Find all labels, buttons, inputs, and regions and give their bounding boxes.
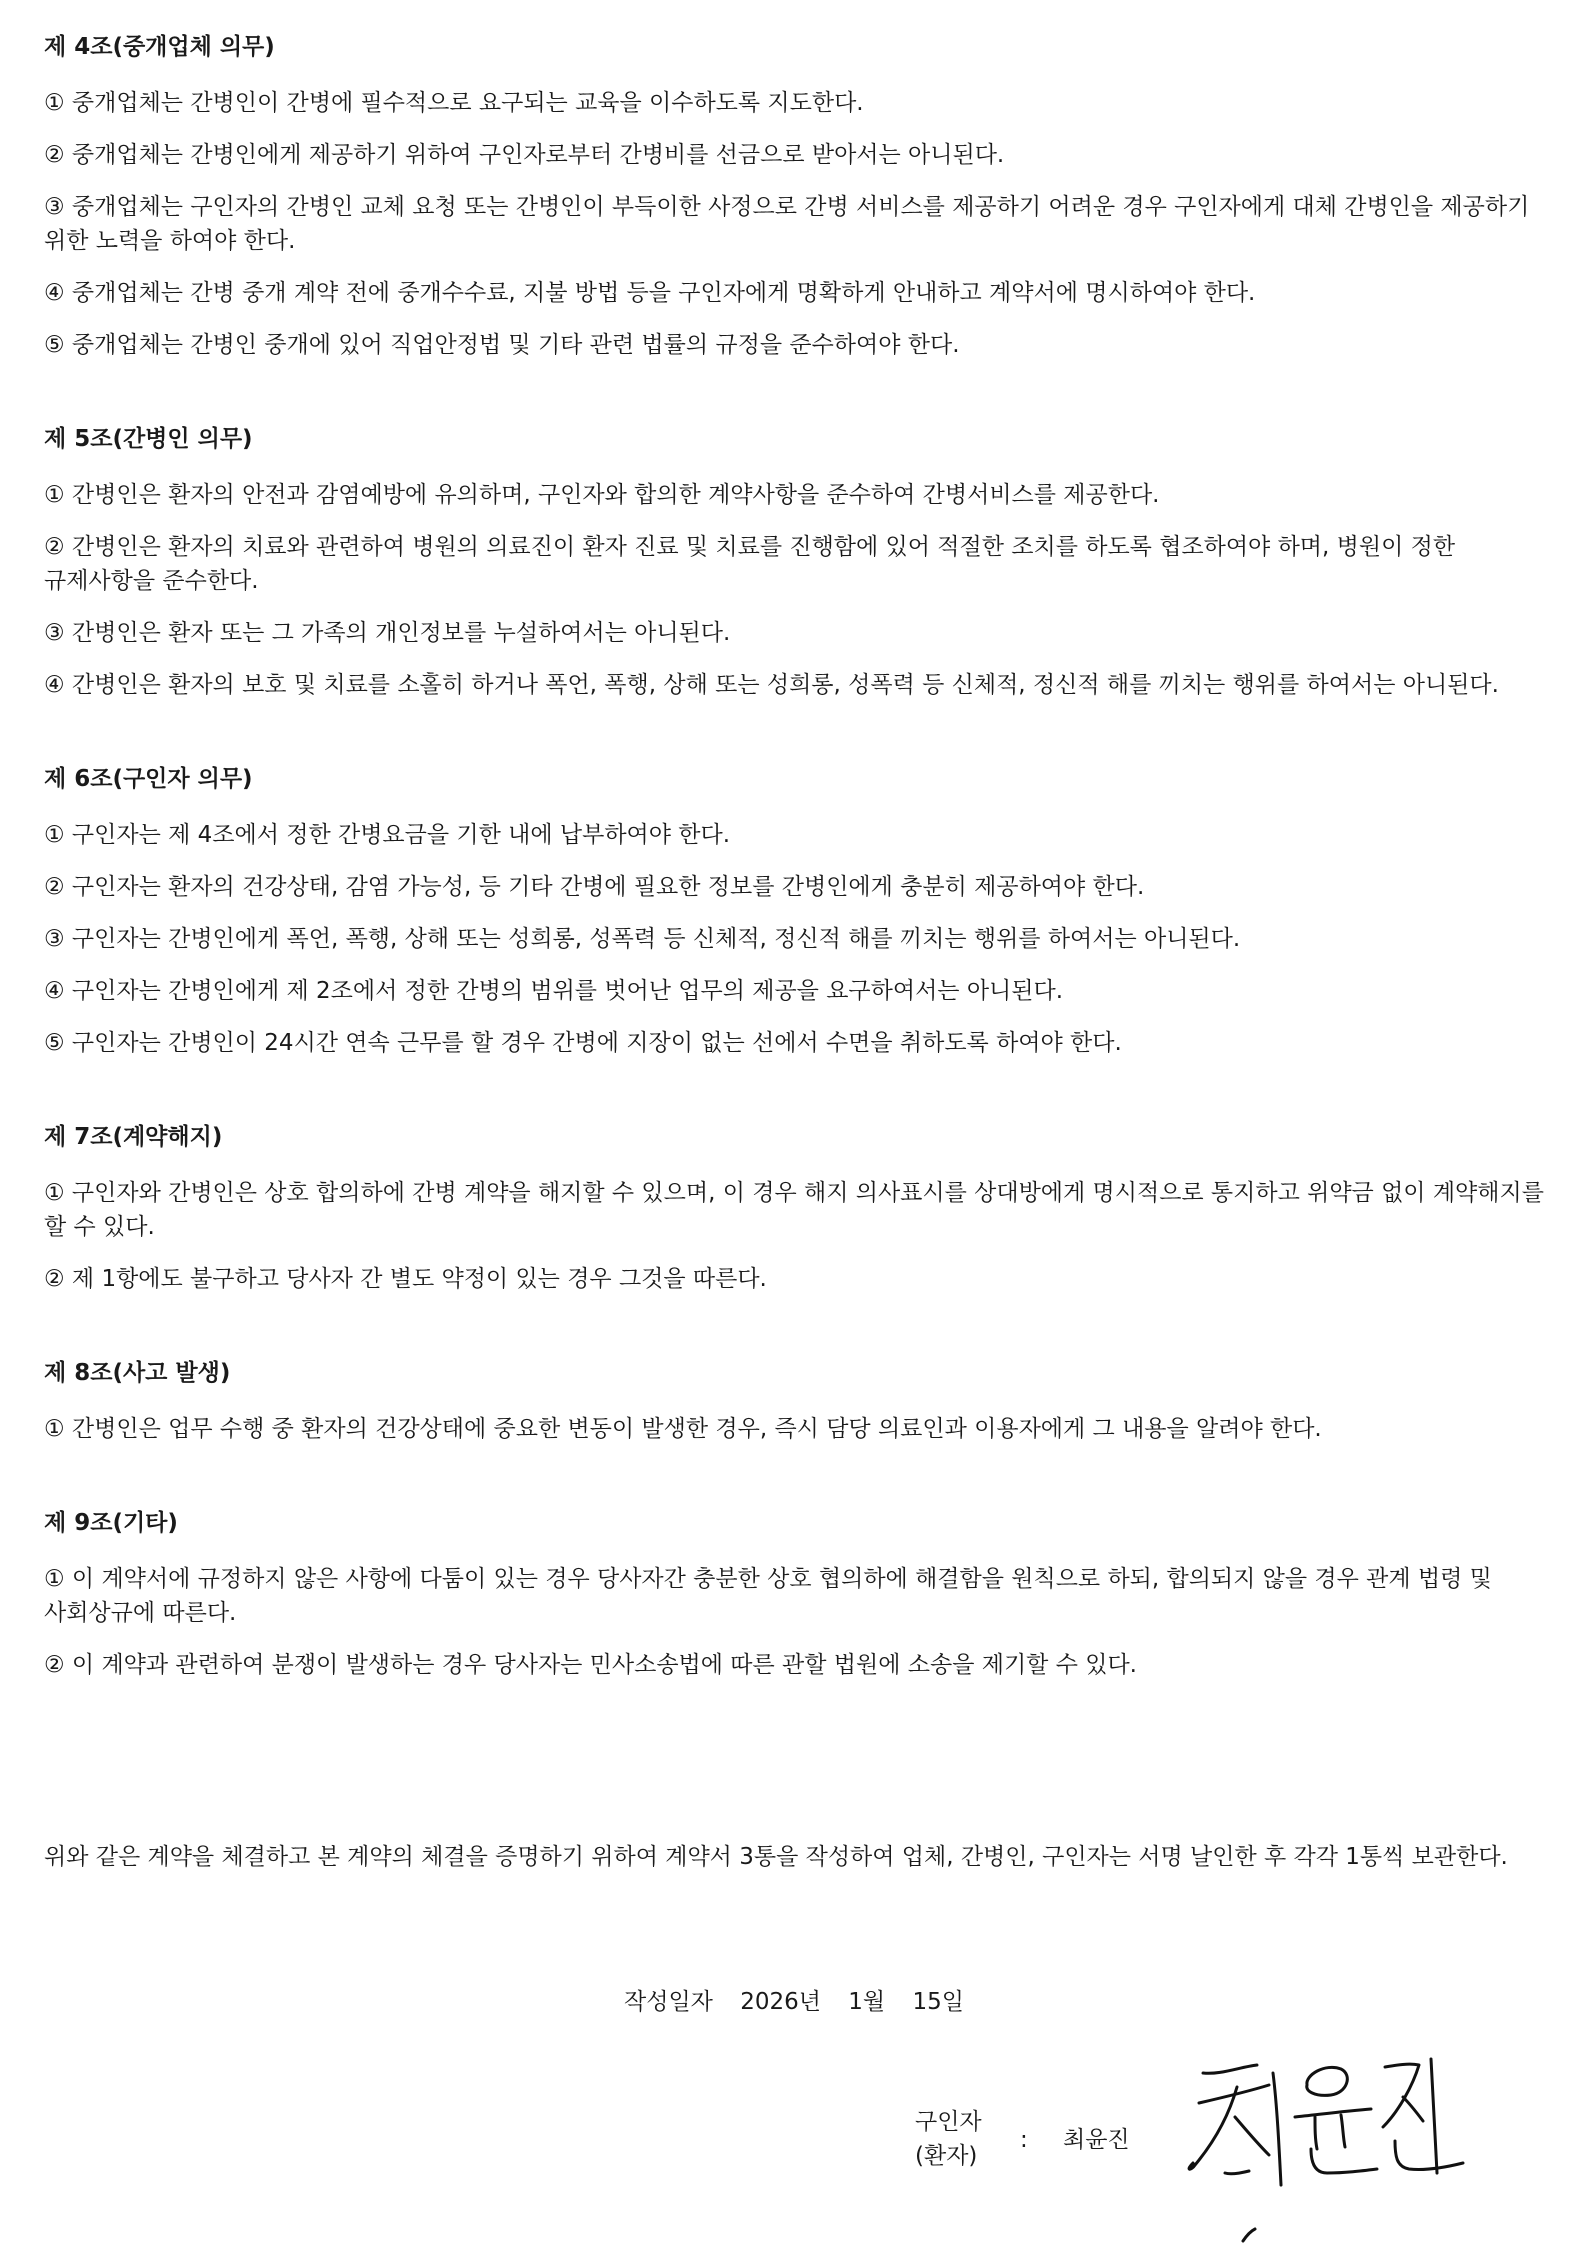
- signatory-label: [915, 2105, 1005, 2173]
- clause: ④ 구인자는 간병인에게 제 2조에서 정한 간병의 범위를 벗어난 업무의 제공을 요구하여서는 아니된다.: [44, 978, 1064, 1004]
- signatory-colon: :: [1020, 2127, 1028, 2153]
- clause: ⑤ 구인자는 간병인이 24시간 연속 근무를 할 경우 간병에 지장이 없는 선에서 수면을 취하도록 하여야 한다.: [44, 1030, 1122, 1056]
- article-title: 제 9조(기타): [44, 1510, 178, 1536]
- clause: ① 간병인은 업무 수행 중 환자의 건강상태에 중요한 변동이 발생한 경우, 즉시 담당 의료인과 이용자에게 그 내용을 알려야 한다.: [44, 1416, 1322, 1442]
- handwritten-signature: [1165, 2045, 1465, 2245]
- signatory-role: 구인자: [915, 2109, 982, 2135]
- signatory-name: 최윤진: [1063, 2127, 1130, 2153]
- clause: ② 제 1항에도 불구하고 당사자 간 별도 약정이 있는 경우 그것을 따른다.: [44, 1266, 767, 1292]
- clause: ② 구인자는 환자의 건강상태, 감염 가능성, 등 기타 간병에 필요한 정보를 간병인에게 충분히 제공하여야 한다.: [44, 874, 1145, 900]
- clause: ① 구인자는 제 4조에서 정한 간병요금을 기한 내에 납부하여야 한다.: [44, 822, 731, 848]
- clause: ② 간병인은 환자의 치료와 관련하여 병원의 의료진이 환자 진료 및 치료를 진행함에 있어 적절한 조치를 하도록 협조하여야 하며, 병원이 정한 규제사항을 준수한다.: [44, 534, 1456, 594]
- article-7: [44, 1120, 1554, 1296]
- article-4: [44, 30, 1554, 362]
- article-title: 제 7조(계약해지): [44, 1124, 223, 1150]
- signatory-role-note: (환자): [915, 2143, 978, 2169]
- article-9: [44, 1506, 1554, 1682]
- clause: ⑤ 중개업체는 간병인 중개에 있어 직업안정법 및 기타 관련 법률의 규정을 준수하여야 한다.: [44, 332, 960, 358]
- clause: ② 이 계약과 관련하여 분쟁이 발생하는 경우 당사자는 민사소송법에 따른 관할 법원에 소송을 제기할 수 있다.: [44, 1652, 1137, 1678]
- contract-body: [44, 30, 1554, 1742]
- clause: ① 이 계약서에 규정하지 않은 사항에 다툼이 있는 경우 당사자간 충분한 상호 협의하에 해결함을 원칙으로 하되, 합의되지 않을 경우 관계 법령 및 사회상규에 따른다.: [44, 1566, 1492, 1626]
- signing-date: [0, 1985, 1588, 2019]
- article-8: [44, 1356, 1554, 1446]
- article-title: 제 4조(중개업체 의무): [44, 34, 275, 60]
- clause: ① 구인자와 간병인은 상호 합의하에 간병 계약을 해지할 수 있으며, 이 경우 해지 의사표시를 상대방에게 명시적으로 통지하고 위약금 없이 계약해지를 할 수 있다.: [44, 1180, 1544, 1240]
- clause: ③ 간병인은 환자 또는 그 가족의 개인정보를 누설하여서는 아니된다.: [44, 620, 731, 646]
- closing-statement: 위와 같은 계약을 체결하고 본 계약의 체결을 증명하기 위하여 계약서 3통을 작성하여 업체, 간병인, 구인자는 서명 날인한 후 각각 1통씩 보관한다.: [44, 1844, 1508, 1870]
- clause: ④ 간병인은 환자의 보호 및 치료를 소홀히 하거나 폭언, 폭행, 상해 또는 성희롱, 성폭력 등 신체적, 정신적 해를 끼치는 행위를 하여서는 아니된다.: [44, 672, 1499, 698]
- article-title: 제 8조(사고 발생): [44, 1360, 231, 1386]
- article-title: 제 6조(구인자 의무): [44, 766, 253, 792]
- article-title: 제 5조(간병인 의무): [44, 426, 253, 452]
- article-6: [44, 762, 1554, 1060]
- clause: ③ 중개업체는 구인자의 간병인 교체 요청 또는 간병인이 부득이한 사정으로 간병 서비스를 제공하기 어려운 경우 구인자에게 대체 간병인을 제공하기 위한 노력을 하여야 한다.: [44, 194, 1530, 254]
- date-month: 1월: [848, 1989, 886, 2015]
- date-label: 작성일자: [624, 1989, 713, 2015]
- clause: ② 중개업체는 간병인에게 제공하기 위하여 구인자로부터 간병비를 선금으로 받아서는 아니된다.: [44, 142, 1005, 168]
- clause: ① 중개업체는 간병인이 간병에 필수적으로 요구되는 교육을 이수하도록 지도한다.: [44, 90, 864, 116]
- date-day: 15일: [912, 1989, 964, 2015]
- clause: ① 간병인은 환자의 안전과 감염예방에 유의하며, 구인자와 합의한 계약사항을 준수하여 간병서비스를 제공한다.: [44, 482, 1160, 508]
- date-year: 2026년: [740, 1989, 821, 2015]
- clause: ③ 구인자는 간병인에게 폭언, 폭행, 상해 또는 성희롱, 성폭력 등 신체적, 정신적 해를 끼치는 행위를 하여서는 아니된다.: [44, 926, 1241, 952]
- article-5: [44, 422, 1554, 702]
- clause: ④ 중개업체는 간병 중개 계약 전에 중개수수료, 지불 방법 등을 구인자에게 명확하게 안내하고 계약서에 명시하여야 한다.: [44, 280, 1256, 306]
